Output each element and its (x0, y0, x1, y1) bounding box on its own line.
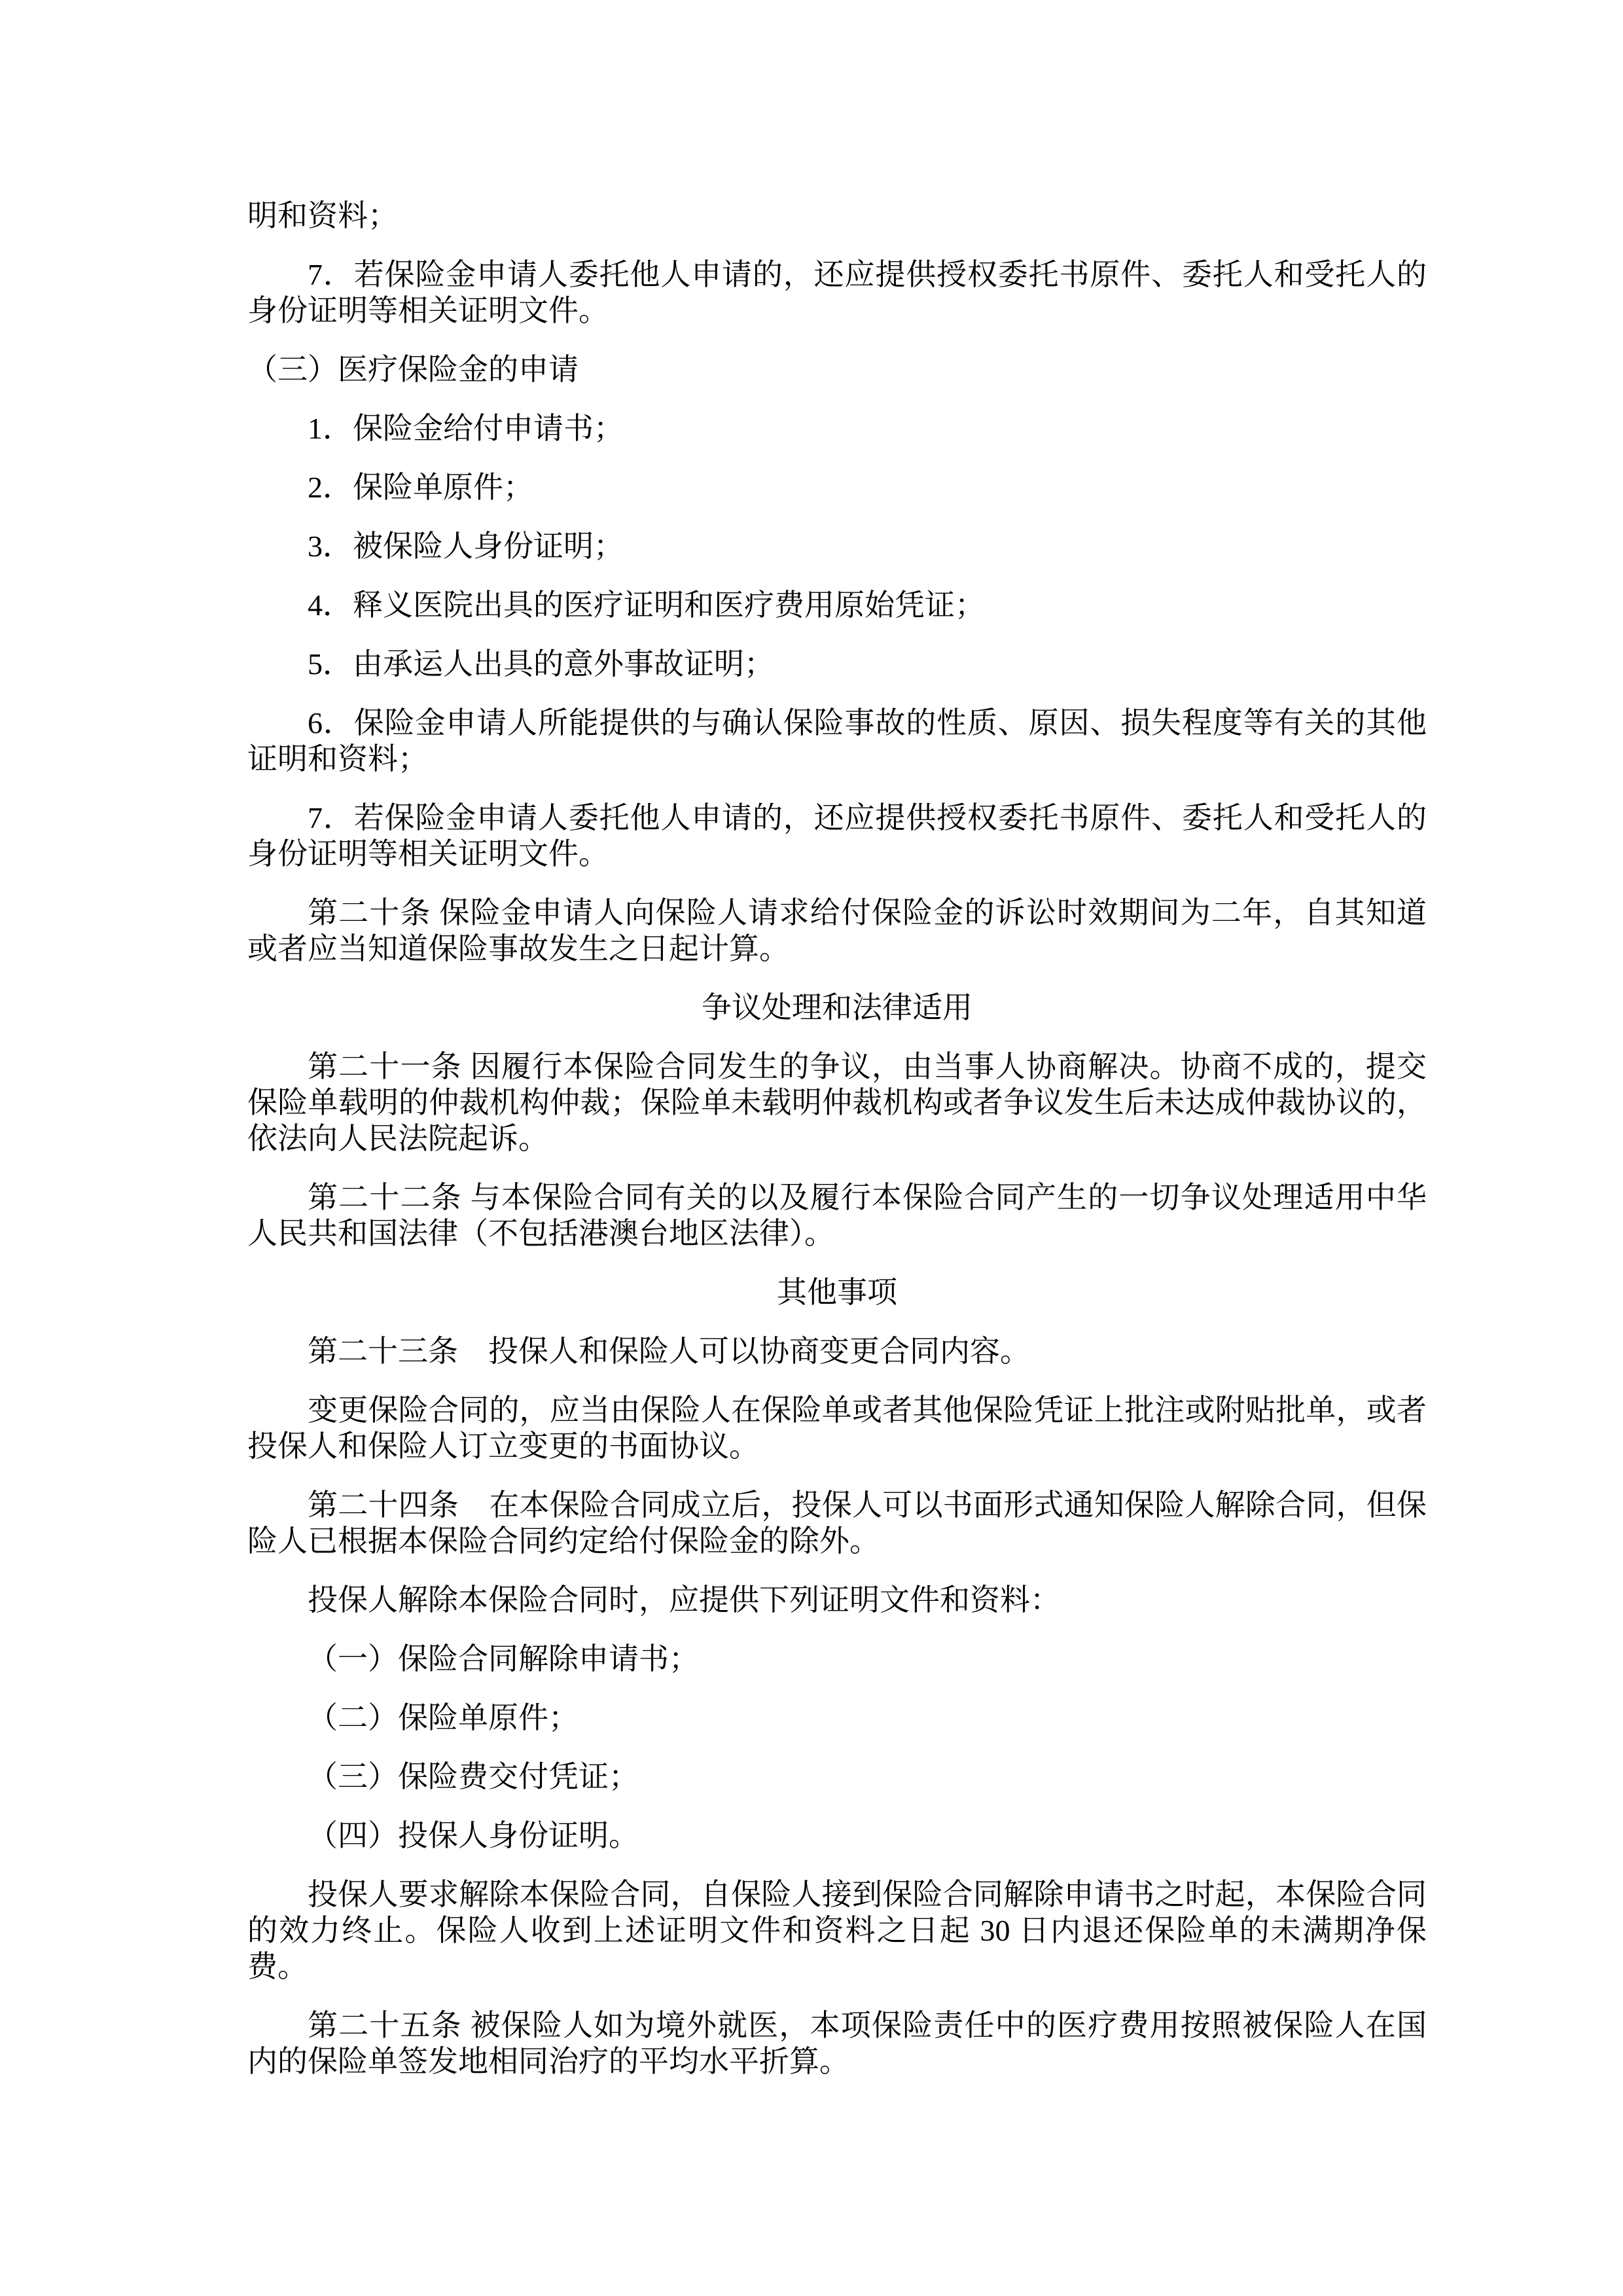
paragraph: 第二十五条 被保险人如为境外就医，本项保险责任中的医疗费用按照被保险人在国内的保险单签发地相同治疗的平均水平折算。 (247, 2009, 1427, 2078)
paragraph: （一）保险合同解除申请书； (308, 1642, 699, 1676)
paragraph: 4．释义医院出具的医疗证明和医疗费用原始凭证； (308, 588, 985, 622)
paragraph: 变更保险合同的，应当由保险人在保险单或者其他保险凭证上批注或附贴批单，或者投保人和保险人订立变更的书面协议。 (247, 1393, 1427, 1463)
section-heading: 其他事项 (777, 1276, 897, 1309)
paragraph: （三）医疗保险金的申请 (247, 353, 579, 386)
paragraph: 第二十四条 在本保险合同成立后，投保人可以书面形式通知保险人解除合同，但保险人已根据本保险合同约定给付保险金的除外。 (247, 1488, 1427, 1558)
paragraph: 1．保险金给付申请书； (308, 412, 624, 445)
paragraph: 投保人解除本保险合同时，应提供下列证明文件和资料： (308, 1583, 1060, 1617)
paragraph: 第二十条 保险金申请人向保险人请求给付保险金的诉讼时效期间为二年，自其知道或者应当知道保险事故发生之日起计算。 (247, 896, 1427, 965)
paragraph: 第二十二条 与本保险合同有关的以及履行本保险合同产生的一切争议处理适用中华人民共和国法律（不包括港澳台地区法律）。 (247, 1181, 1427, 1250)
paragraph: 第二十一条 因履行本保险合同发生的争议，由当事人协商解决。协商不成的，提交保险单载明的仲裁机构仲裁；保险单未载明仲裁机构或者争议发生后未达成仲裁协议的，依法向人民法院起诉。 (247, 1050, 1427, 1155)
paragraph: （三）保险费交付凭证； (308, 1760, 639, 1793)
document-body (247, 198, 1427, 2102)
paragraph: 2．保险单原件； (308, 471, 533, 504)
paragraph: 明和资料； (247, 199, 398, 232)
paragraph: （四）投保人身份证明。 (308, 1819, 639, 1852)
paragraph: 第二十三条 投保人和保险人可以协商变更合同内容。 (308, 1335, 1030, 1368)
paragraph: 7．若保险金申请人委托他人申请的，还应提供授权委托书原件、委托人和受托人的身份证明等相关证明文件。 (247, 801, 1427, 870)
paragraph: 7．若保险金申请人委托他人申请的，还应提供授权委托书原件、委托人和受托人的身份证明等相关证明文件。 (247, 258, 1427, 327)
paragraph: 5．由承运人出具的意外事故证明； (308, 647, 774, 681)
paragraph: 3．被保险人身份证明； (308, 529, 624, 563)
paragraph: 投保人要求解除本保险合同，自保险人接到保险合同解除申请书之时起，本保险合同的效力终止。保险人收到上述证明文件和资料之日起 30 日内退还保险单的未满期净保费。 (247, 1878, 1427, 1983)
paragraph: （二）保险单原件； (308, 1701, 579, 1734)
paragraph: 6．保险金申请人所能提供的与确认保险事故的性质、原因、损失程度等有关的其他证明和资料； (247, 706, 1427, 776)
section-heading: 争议处理和法律适用 (702, 991, 972, 1024)
